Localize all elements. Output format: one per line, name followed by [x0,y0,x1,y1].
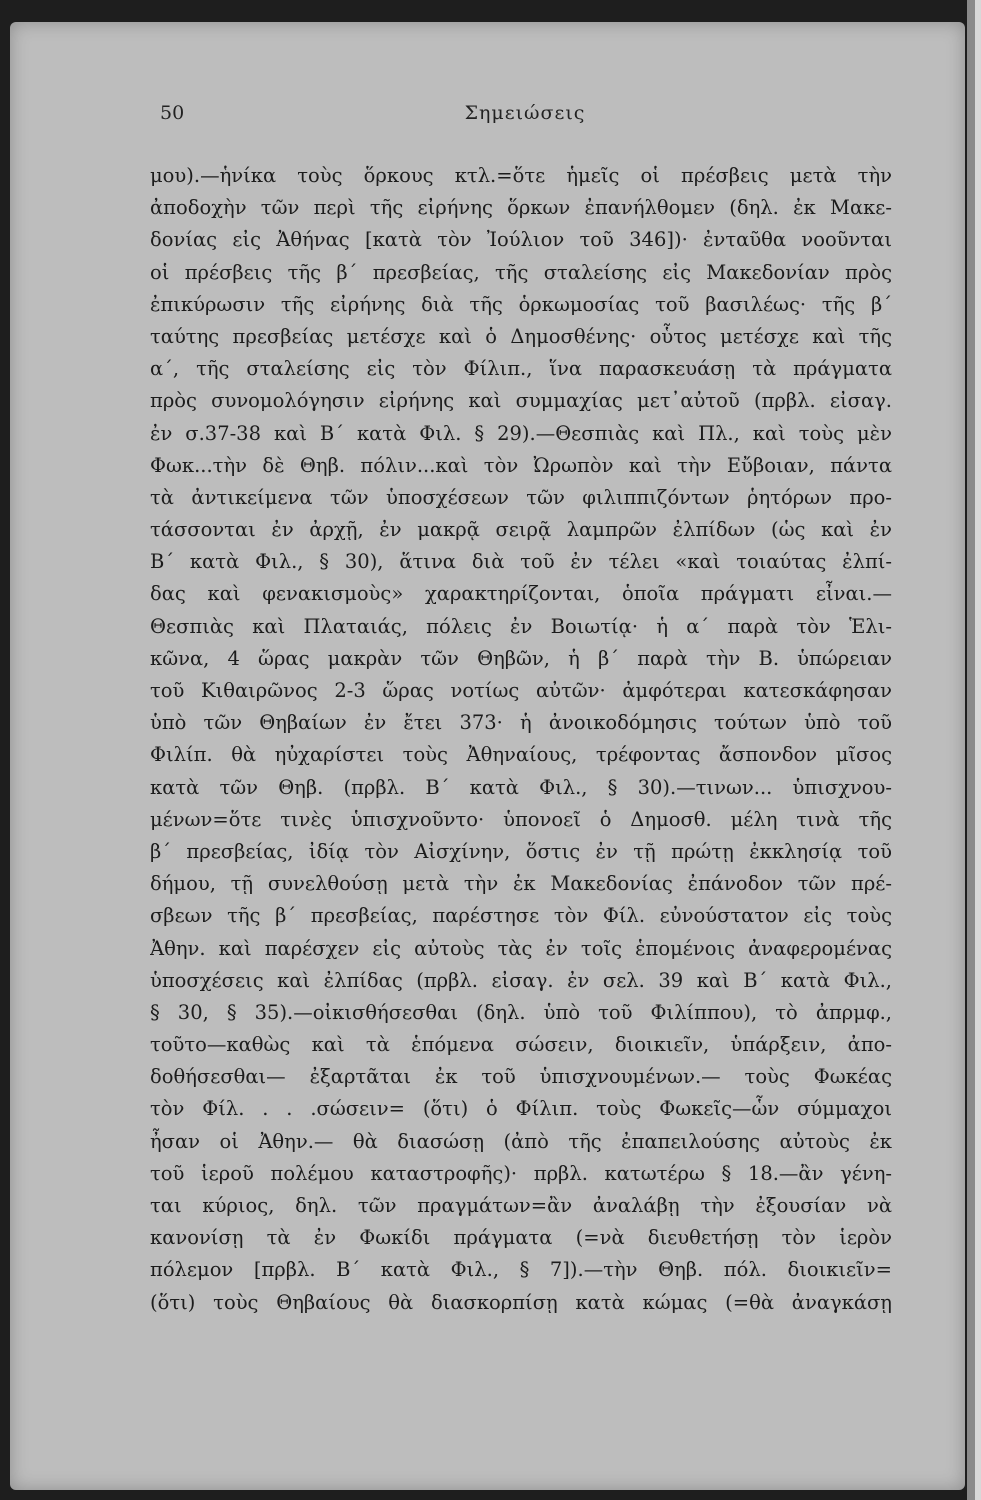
page-edge-highlight [975,0,981,1500]
text-line: (ὅτι) τοὺς Θηβαίους θὰ διασκορπίσῃ κατὰ κώμας (=θὰ ἀναγκάσῃ [150,1290,892,1314]
text-line: ἦσαν οἱ Ἀθην.— θὰ διασώσῃ (ἀπὸ τῆς ἐπαπειλούσης αὐτοὺς ἐκ [150,1129,892,1153]
text-line: Ἀθην. καὶ παρέσχεν εἰς αὐτοὺς τὰς ἐν τοῖς ἑπομένοις ἀναφερομένας [150,936,892,960]
text-line: μένων=ὅτε τινὲς ὑπισχνοῦντο· ὑπονοεῖ ὁ Δημοσθ. μέλη τινὰ τῆς [150,807,892,831]
text-line: τὸν Φίλ. . . .σώσειν= (ὅτι) ὁ Φίλιπ. τοὺς Φωκεῖς—ὧν σύμμαχοι [150,1097,892,1121]
body-text [150,160,892,1319]
text-line: τοῦτο—καθὼς καὶ τὰ ἑπόμενα σώσειν, διοικιεῖν, ὑπάρξειν, ἀπο- [150,1033,892,1057]
text-line: δονίας εἰς Ἀθήνας [κατὰ τὸν Ἰούλιον τοῦ 346])· ἐνταῦθα νοοῦνται [150,228,892,252]
text-line: δοθήσεσθαι— ἐξαρτᾶται ἐκ τοῦ ὑπισχνουμένων.— τοὺς Φωκέας [150,1065,892,1089]
text-line: ὑπὸ τῶν Θηβαίων ἐν ἔτει 373· ἡ ἀνοικοδόμησις τούτων ὑπὸ τοῦ [150,711,892,735]
text-line: Θεσπιὰς καὶ Πλαταιάς, πόλεις ἐν Βοιωτίᾳ· ἡ α΄ παρὰ τὸν Ἑλι- [150,614,892,638]
page-number: 50 [160,102,185,124]
running-head: Σημειώσεις [464,102,586,124]
text-line: α΄, τῆς σταλείσης εἰς τὸν Φίλιπ., ἵνα παρασκευάσῃ τὰ πράγματα [150,357,892,381]
text-line: § 30, § 35).—οἰκισθήσεσθαι (δηλ. ὑπὸ τοῦ Φιλίππου), τὸ ἀπρμφ., [150,1000,892,1024]
text-line: τὰ ἀντικείμενα τῶν ὑποσχέσεων τῶν φιλιππιζόντων ῥητόρων προ- [150,485,892,509]
text-line: Φιλίπ. θὰ ηὐχαρίστει τοὺς Ἀθηναίους, τρέφοντας ἄσπονδον μῖσος [150,743,892,767]
text-line: πρὸς συνομολόγησιν εἰρήνης καὶ συμμαχίας μετ᾽αὐτοῦ (πρβλ. εἰσαγ. [150,389,892,413]
text-line: σβεων τῆς β΄ πρεσβείας, παρέστησε τὸν Φίλ. εὐνούστατον εἰς τοὺς [150,904,892,928]
text-line: τάσσονται ἐν ἀρχῇ, ἐν μακρᾷ σειρᾷ λαμπρῶν ἐλπίδων (ὡς καὶ ἐν [150,518,892,542]
text-line: δας καὶ φενακισμοὺς» χαρακτηρίζονται, ὁποῖα πράγματι εἶναι.— [150,582,892,606]
page-header [160,102,890,132]
text-line: ἐν σ.37-38 καὶ Β΄ κατὰ Φιλ. § 29).—Θεσπιὰς καὶ Πλ., καὶ τοὺς μὲν [150,421,892,445]
text-line: Β΄ κατὰ Φιλ., § 30), ἅτινα διὰ τοῦ ἐν τέλει «καὶ τοιαύτας ἐλπί- [150,550,892,574]
text-line: πόλεμον [πρβλ. Β΄ κατὰ Φιλ., § 7]).—τὴν Θηβ. πόλ. διοικιεῖν= [150,1258,892,1282]
text-line: κανονίσῃ τὰ ἐν Φωκίδι πράγματα (=νὰ διευθετήσῃ τὸν ἱερὸν [150,1226,892,1250]
text-line: κῶνα, 4 ὥρας μακρὰν τῶν Θηβῶν, ἡ β΄ παρὰ τὴν Β. ὑπώρειαν [150,646,892,670]
text-line: ὑποσχέσεις καὶ ἐλπίδας (πρβλ. εἰσαγ. ἐν σελ. 39 καὶ Β΄ κατὰ Φιλ., [150,968,892,992]
text-line: κατὰ τῶν Θηβ. (πρβλ. Β΄ κατὰ Φιλ., § 30).—τινων... ὑπισχνου- [150,775,892,799]
text-line: ἀποδοχὴν τῶν περὶ τῆς εἰρήνης ὅρκων ἐπανήλθομεν (δηλ. ἐκ Μακε- [150,196,892,220]
text-line: δήμου, τῇ συνελθούσῃ μετὰ τὴν ἐκ Μακεδονίας ἐπάνοδον τῶν πρέ- [150,872,892,896]
text-line: ταύτης πρεσβείας μετέσχε καὶ ὁ Δημοσθένης· οὗτος μετέσχε καὶ τῆς [150,324,892,348]
text-line: Φωκ...τὴν δὲ Θηβ. πόλιν...καὶ τὸν Ὠρωπὸν καὶ τὴν Εὔβοιαν, πάντα [150,453,892,477]
text-line: μου).—ἡνίκα τοὺς ὅρκους κτλ.=ὅτε ἡμεῖς οἱ πρέσβεις μετὰ τὴν [150,164,892,187]
page-edge [967,0,981,1500]
text-line: ἐπικύρωσιν τῆς εἰρήνης διὰ τῆς ὁρκωμοσίας τοῦ βασιλέως· τῆς β΄ [150,292,892,316]
text-line: οἱ πρέσβεις τῆς β΄ πρεσβείας, τῆς σταλείσης εἰς Μακεδονίαν πρὸς [150,260,892,284]
text-line: τοῦ Κιθαιρῶνος 2-3 ὥρας νοτίως αὐτῶν· ἀμφότεραι κατεσκάφησαν [150,679,892,702]
text-line: β΄ πρεσβείας, ἰδίᾳ τὸν Αἰσχίνην, ὅστις ἐν τῇ πρώτῃ ἐκκλησίᾳ τοῦ [150,839,892,863]
text-line: τοῦ ἱεροῦ πολέμου καταστροφῆς)· πρβλ. κατωτέρω § 18.—ἂν γένη- [150,1161,892,1185]
text-line: ται κύριος, δηλ. τῶν πραγμάτων=ἂν ἀναλάβῃ τὴν ἐξουσίαν νὰ [150,1194,892,1217]
